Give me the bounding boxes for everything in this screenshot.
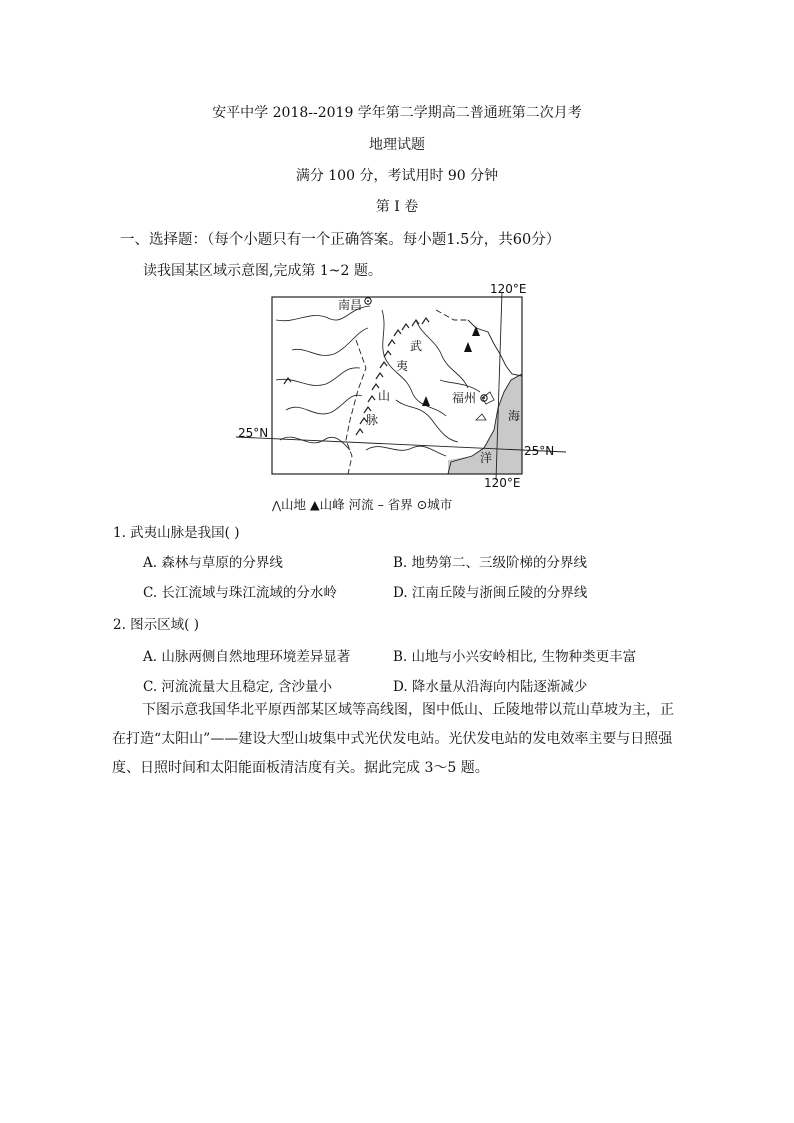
river-network [276, 306, 480, 456]
fuzhou-label: 福州 [452, 391, 477, 405]
score-line: 满分 100 分，考试用时 90 分钟 [295, 168, 499, 184]
question-intro: 读我国某区域示意图,完成第 1~2 题。 [143, 263, 382, 279]
passage-paragraph: 下图示意我国华北平原西部某区域等高线图，图中低山、丘陵地带以荒山草坡为主，正在打造“太阳山”——建设大型山坡集中式光伏发电站。光伏发电站的发电效率主要与日照强度、日照时间和太阳能面板清洁度有关。据此完成 3～5 题。 [112, 702, 674, 776]
q1-option-d: D. 江南丘陵与浙闽丘陵的分界线 [393, 585, 588, 601]
question-1-stem: 1. 武夷山脉是我国( ) [113, 525, 240, 541]
mai-label: 脉 [366, 413, 379, 427]
nanchang-label: 南昌 [338, 298, 363, 312]
legend-mountain-icon: ⋀ [272, 499, 282, 512]
section-heading: 一、选择题：（每个小题只有一个正确答案。每小题1.5分，共60分） [120, 232, 561, 248]
legend-text: 山地 ▲山峰 河流 – 省界 ⊙城市 [281, 497, 453, 512]
nanchang-city-dot [367, 300, 369, 302]
lat-left-label: 25°N [238, 426, 269, 440]
lon-bottom-label: 120°E [484, 476, 521, 490]
volume-label: 第 I 卷 [375, 199, 419, 215]
province-border [346, 340, 366, 474]
province-border-2 [436, 310, 468, 320]
lon-top-label: 120°E [490, 282, 527, 296]
region-map [236, 280, 566, 516]
q2-option-c: C. 河流流量大且稳定, 含沙量小 [143, 679, 333, 695]
subject-title: 地理试题 [369, 137, 425, 153]
yang-label: 洋 [480, 451, 493, 465]
exam-title: 安平中学 2018--2019 学年第二学期高二普通班第二次月考 [212, 105, 582, 121]
wu-label: 武 [410, 339, 423, 353]
question-2-stem: 2. 图示区域( ) [113, 617, 199, 633]
q2-option-b: B. 山地与小兴安岭相比, 生物种类更丰富 [393, 649, 637, 665]
fuzhou-city-dot [483, 397, 485, 399]
q2-option-a: A. 山脉两侧自然地理环境差异显著 [143, 649, 351, 665]
lat-right-label: 25°N [524, 444, 555, 458]
yi-label: 夷 [396, 359, 409, 373]
hai-label: 海 [508, 409, 521, 423]
shan-label: 山 [378, 389, 391, 403]
q1-option-a: A. 森林与草原的分界线 [143, 555, 283, 571]
q1-option-c: C. 长江流域与珠江流域的分水岭 [143, 585, 337, 601]
q1-option-b: B. 地势第二、三级阶梯的分界线 [393, 555, 588, 571]
q2-option-d: D. 降水量从沿海向内陆逐渐减少 [393, 679, 588, 695]
map-legend [272, 495, 452, 513]
coast-islands [476, 392, 494, 420]
